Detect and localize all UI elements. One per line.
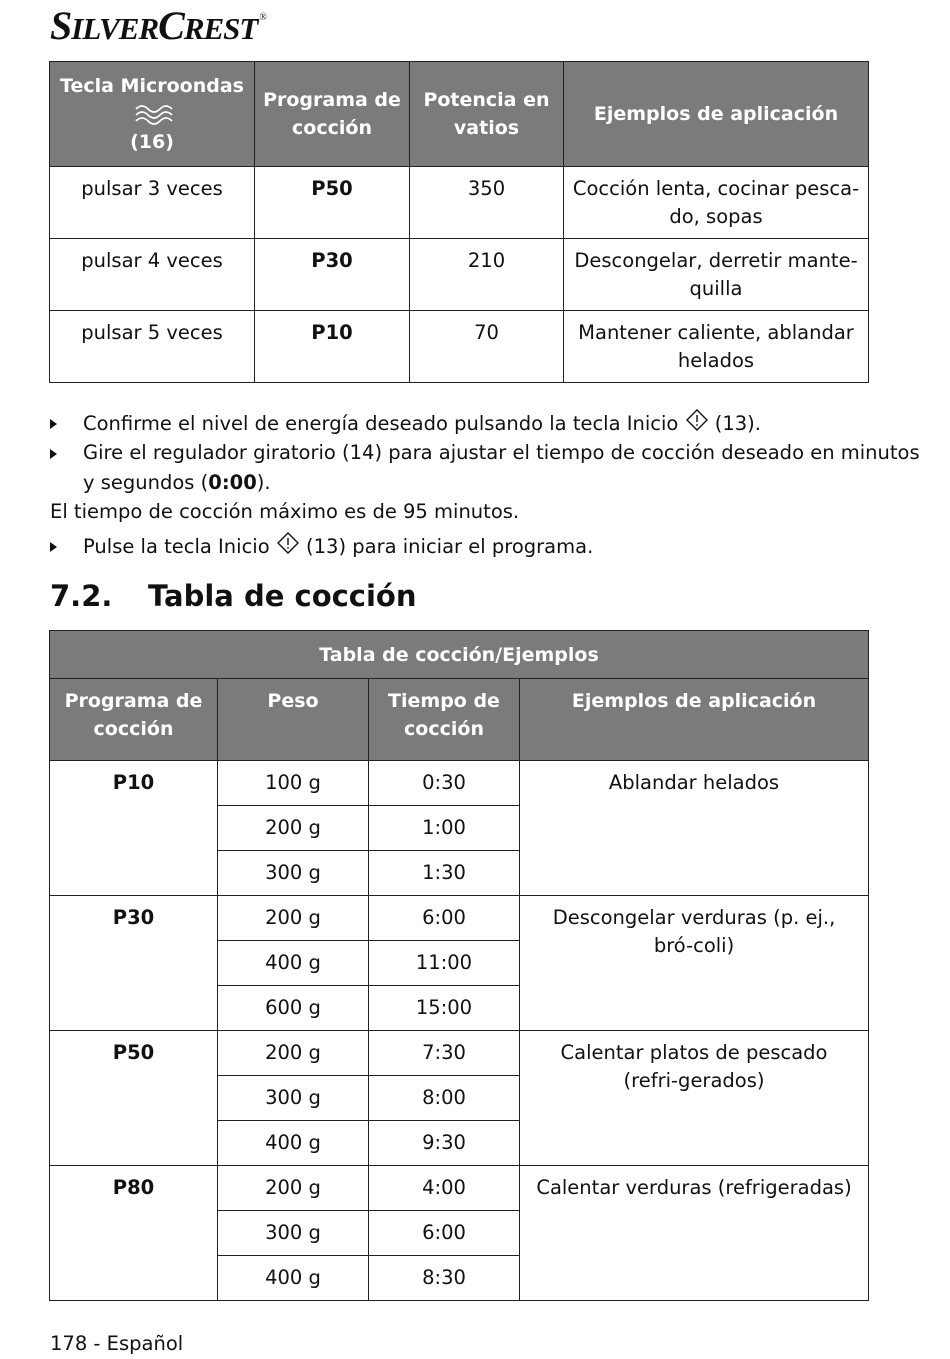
time-cell: 1:00 (369, 806, 520, 851)
time-cell: 11:00 (369, 941, 520, 986)
weight-cell: 200 g (218, 1031, 369, 1076)
time-cell: 7:30 (369, 1031, 520, 1076)
program-cell: P10 (50, 761, 218, 896)
program-cell: P50 (255, 167, 410, 239)
program-cell: P30 (50, 896, 218, 1031)
program-cell: P80 (50, 1166, 218, 1301)
cooking-table-title: Tabla de cocción/Ejemplos (50, 631, 869, 679)
watts-cell: 350 (410, 167, 564, 239)
table-row (50, 311, 869, 383)
table-row (50, 1166, 869, 1211)
header-examples: Ejemplos de aplicación (564, 62, 869, 167)
time-cell: 0:30 (369, 761, 520, 806)
program-cell: P30 (255, 239, 410, 311)
time-cell: 9:30 (369, 1121, 520, 1166)
program-cell: P50 (50, 1031, 218, 1166)
page-footer: 178 - Español (50, 1332, 184, 1355)
weight-cell: 400 g (218, 1121, 369, 1166)
weight-cell: 400 g (218, 1256, 369, 1301)
weight-cell: 300 g (218, 851, 369, 896)
time-cell: 8:30 (369, 1256, 520, 1301)
key-cell: pulsar 3 veces (50, 167, 255, 239)
header-weight: Peso (218, 679, 369, 761)
watts-cell: 70 (410, 311, 564, 383)
start-diamond-icon (685, 408, 709, 432)
example-cell: Descongelar verduras (p. ej., bró-coli) (520, 896, 869, 1031)
example-cell: Descongelar, derretir mante-quilla (564, 239, 869, 311)
section-heading: 7.2. Tabla de cocción (50, 579, 417, 613)
table-row (50, 1031, 869, 1076)
bullet-triangle-icon (50, 542, 57, 552)
weight-cell: 300 g (218, 1076, 369, 1121)
example-cell: Mantener caliente, ablandar helados (564, 311, 869, 383)
header-time: Tiempo de cocción (369, 679, 520, 761)
time-cell: 1:30 (369, 851, 520, 896)
header-program: Programa de cocción (50, 679, 218, 761)
bullet-triangle-icon (50, 449, 57, 459)
time-cell: 6:00 (369, 896, 520, 941)
weight-cell: 200 g (218, 896, 369, 941)
weight-cell: 300 g (218, 1211, 369, 1256)
cooking-table-title-row (50, 631, 869, 679)
weight-cell: 200 g (218, 1166, 369, 1211)
weight-cell: 400 g (218, 941, 369, 986)
example-cell: Calentar platos de pescado (refri-gerados) (520, 1031, 869, 1166)
time-cell: 15:00 (369, 986, 520, 1031)
cooking-table-header (50, 679, 869, 761)
power-table (49, 61, 869, 383)
bullet-triangle-icon (50, 419, 57, 429)
key-cell: pulsar 5 veces (50, 311, 255, 383)
example-cell: Ablandar helados (520, 761, 869, 896)
key-cell: pulsar 4 veces (50, 239, 255, 311)
start-diamond-icon (276, 531, 300, 555)
weight-cell: 600 g (218, 986, 369, 1031)
example-cell: Calentar verduras (refrigeradas) (520, 1166, 869, 1301)
time-cell: 6:00 (369, 1211, 520, 1256)
header-examples: Ejemplos de aplicación (520, 679, 869, 761)
table-row (50, 761, 869, 806)
example-cell: Cocción lenta, cocinar pesca-do, sopas (564, 167, 869, 239)
header-key: Tecla Microondas (16) (50, 62, 255, 167)
time-cell: 8:00 (369, 1076, 520, 1121)
table-row (50, 167, 869, 239)
microwave-waves-icon (135, 103, 173, 127)
max-time-note: El tiempo de cocción máximo es de 95 minutos. (50, 500, 520, 523)
program-cell: P10 (255, 311, 410, 383)
header-watts: Potencia en vatios (410, 62, 564, 167)
table-row (50, 239, 869, 311)
time-cell: 4:00 (369, 1166, 520, 1211)
weight-cell: 100 g (218, 761, 369, 806)
table-row (50, 896, 869, 941)
cooking-table (49, 630, 869, 1301)
brand-logo: SILVERCREST ® (50, 3, 266, 48)
watts-cell: 210 (410, 239, 564, 311)
header-program: Programa de cocción (255, 62, 410, 167)
weight-cell: 200 g (218, 806, 369, 851)
power-table-header (50, 62, 869, 167)
